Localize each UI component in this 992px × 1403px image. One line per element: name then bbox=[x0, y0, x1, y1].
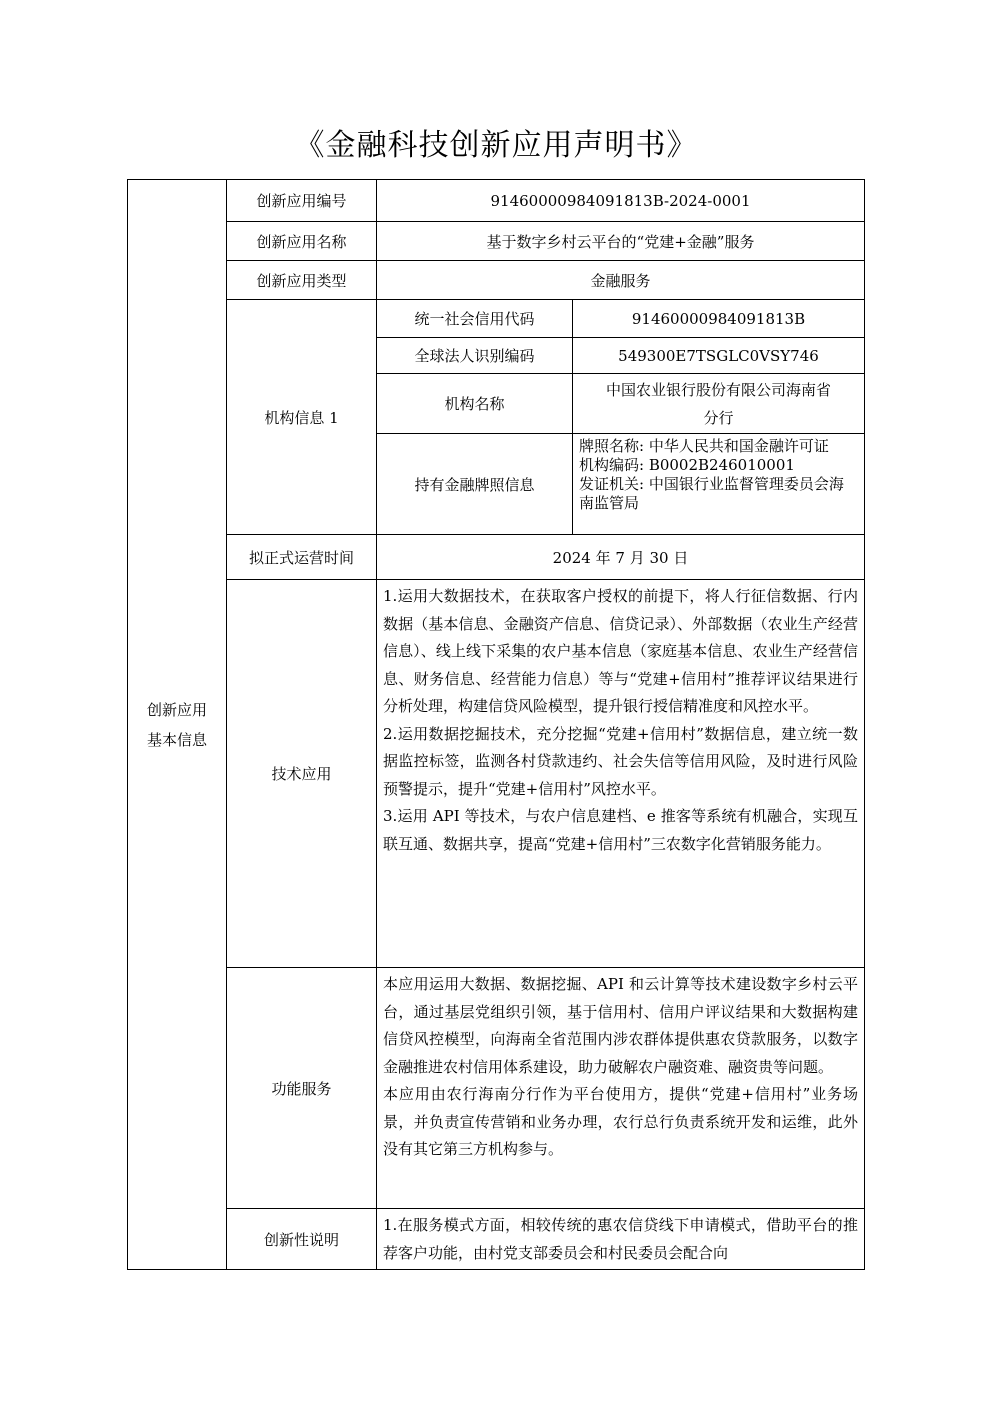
innovation-label: 创新性说明 bbox=[227, 1209, 377, 1270]
tech-label: 技术应用 bbox=[227, 580, 377, 968]
operation-time-label: 拟正式运营时间 bbox=[227, 535, 377, 580]
app-type-label: 创新应用类型 bbox=[227, 261, 377, 300]
function-label: 功能服务 bbox=[227, 968, 377, 1209]
innovation-paragraph: 1.在服务模式方面，相较传统的惠农信贷线下申请模式，借助平台的推荐客户功能，由村党支部委员会和村民委员会配合向 bbox=[383, 1216, 858, 1262]
license-line: 机构编码: B0002B246010001 bbox=[579, 456, 795, 474]
row-operation-time bbox=[128, 535, 865, 580]
row-function bbox=[128, 968, 865, 1209]
document-title: 《金融科技创新应用声明书》 bbox=[294, 128, 698, 163]
app-no-label: 创新应用编号 bbox=[227, 180, 377, 222]
lei-label: 全球法人识别编码 bbox=[377, 338, 573, 374]
tech-paragraph: 3.运用 API 等技术，与农户信息建档、e 推客等系统有机融合，实现互联互通、数据共享，提高“党建+信用村”三农数字化营销服务能力。 bbox=[383, 807, 858, 853]
lei-value: 549300E7TSGLC0VSY746 bbox=[573, 338, 865, 374]
row-app-name bbox=[128, 222, 865, 261]
license-value bbox=[573, 434, 865, 535]
row-app-no bbox=[128, 180, 865, 222]
license-line: 发证机关: 中国银行业监督管理委员会海南监管局 bbox=[579, 475, 844, 512]
row-innovation bbox=[128, 1209, 865, 1270]
function-content bbox=[377, 968, 865, 1209]
org-name-line: 中国农业银行股份有限公司海南省 bbox=[605, 380, 831, 399]
row-credit-code bbox=[128, 300, 865, 338]
app-name-label: 创新应用名称 bbox=[227, 222, 377, 261]
operation-time-value: 2024 年 7 月 30 日 bbox=[377, 535, 865, 580]
license-label: 持有金融牌照信息 bbox=[377, 434, 573, 535]
app-no-value: 91460000984091813B-2024-0001 bbox=[377, 180, 865, 222]
innovation-content bbox=[377, 1209, 865, 1270]
tech-paragraph: 1.运用大数据技术，在获取客户授权的前提下，将人行征信数据、行内数据（基本信息、金融资产信息、信贷记录）、外部数据（农业生产经营信息）、线上线下采集的农户基本信息（家庭基本信息、农业生产经营信息、财务信息、经营能力信息）等与“党建+信用村”推荐评议结果进行分析处理，构建信贷风险模型，提升银行授信精准度和风控水平。 bbox=[383, 587, 858, 715]
declaration-table bbox=[127, 179, 865, 1270]
group-label-line: 创新应用 bbox=[146, 700, 207, 719]
function-paragraph: 本应用由农行海南分行作为平台使用方，提供“党建+信用村”业务场景，并负责宣传营销和业务办理，农行总行负责系统开发和运维，此外没有其它第三方机构参与。 bbox=[383, 1085, 858, 1158]
org-name-line: 分行 bbox=[703, 408, 734, 427]
license-line: 牌照名称: 中华人民共和国金融许可证 bbox=[579, 437, 829, 455]
org-name-value bbox=[573, 374, 865, 434]
app-name-value: 基于数字乡村云平台的“党建+金融”服务 bbox=[377, 222, 865, 261]
credit-code-label: 统一社会信用代码 bbox=[377, 300, 573, 338]
group-label-cell bbox=[128, 180, 227, 1270]
function-paragraph: 本应用运用大数据、数据挖掘、API 和云计算等技术建设数字乡村云平台，通过基层党组织引领，基于信用村、信用户评议结果和大数据构建信贷风控模型，向海南全省范围内涉农群体提供惠农贷款服务，以数字金融推进农村信用体系建设，助力破解农户融资难、融资贵等问题。 bbox=[383, 975, 858, 1076]
group-label-line: 基本信息 bbox=[146, 730, 207, 749]
app-type-value: 金融服务 bbox=[377, 261, 865, 300]
org-name-label: 机构名称 bbox=[377, 374, 573, 434]
credit-code-value: 91460000984091813B bbox=[573, 300, 865, 338]
row-app-type bbox=[128, 261, 865, 300]
row-tech bbox=[128, 580, 865, 968]
tech-paragraph: 2.运用数据挖掘技术，充分挖掘“党建+信用村”数据信息，建立统一数据监控标签，监测各村贷款违约、社会失信等信用风险，及时进行风险预警提示，提升“党建+信用村”风控水平。 bbox=[383, 724, 858, 798]
tech-content bbox=[377, 580, 865, 968]
org-label: 机构信息 1 bbox=[227, 300, 377, 535]
